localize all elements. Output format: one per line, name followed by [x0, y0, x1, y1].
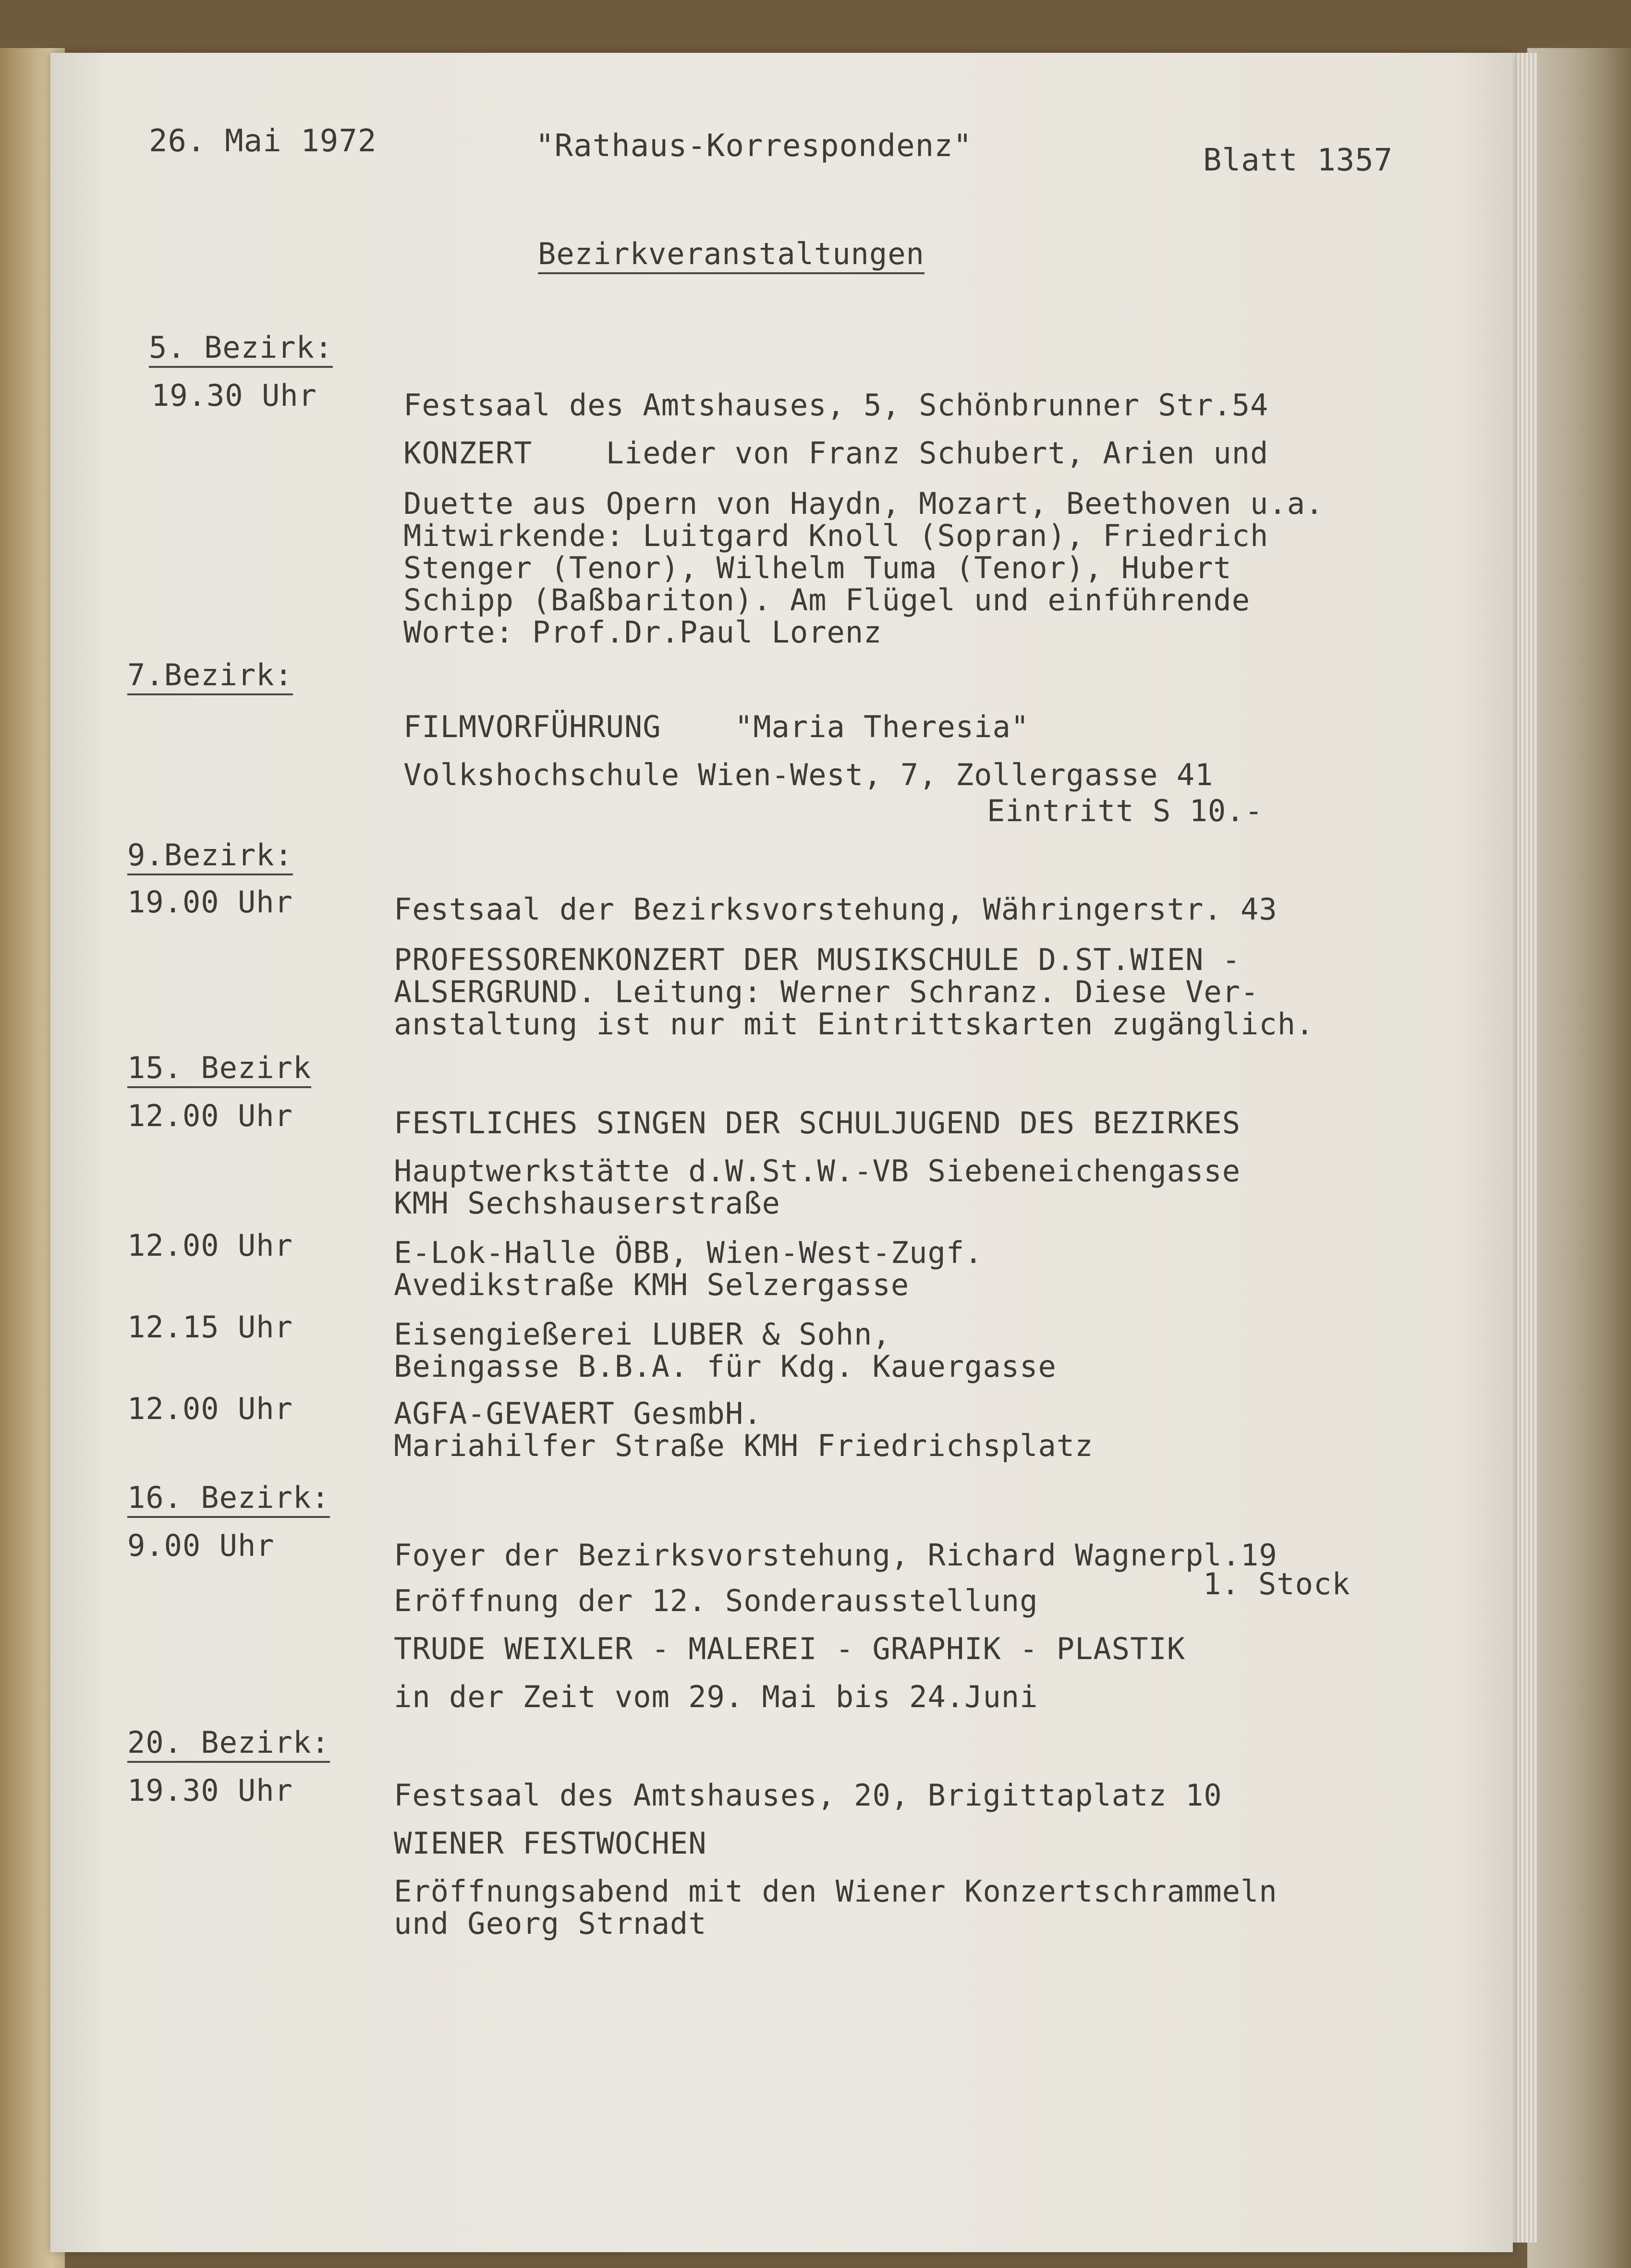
district-7-line: Volkshochschule Wien-West, 7, Zollergasse 41 [403, 757, 1214, 792]
district-15-line: Beingasse B.B.A. für Kdg. Kauergasse [394, 1349, 1057, 1384]
district-9-line: PROFESSORENKONZERT DER MUSIKSCHULE D.ST.WIEN - [394, 942, 1241, 977]
district-5-line: KONZERT Lieder von Franz Schubert, Arien und [403, 436, 1269, 471]
district-15-line: Mariahilfer Straße KMH Friedrichsplatz [394, 1428, 1094, 1463]
header-sheet-number: Blatt 1357 [1203, 143, 1393, 178]
district-20-heading: 20. Bezirk: [127, 1726, 330, 1763]
page-title: Bezirkveranstaltungen [538, 238, 925, 274]
book-edge-right [1527, 48, 1631, 2268]
district-15-time: 12.00 Uhr [127, 1098, 293, 1133]
district-5-line: Mitwirkende: Luitgard Knoll (Sopran), Friedrich [403, 518, 1269, 553]
district-16-line: TRUDE WEIXLER - MALEREI - GRAPHIK - PLASTIK [394, 1631, 1186, 1666]
district-20-line: Eröffnungsabend mit den Wiener Konzertschrammeln [394, 1874, 1278, 1909]
district-16-line: Eröffnung der 12. Sonderausstellung [394, 1583, 1038, 1618]
header-date: 26. Mai 1972 [149, 123, 377, 159]
district-5-heading: 5. Bezirk: [149, 331, 333, 368]
district-16-line: in der Zeit vom 29. Mai bis 24.Juni [394, 1679, 1038, 1714]
district-20-line: WIENER FESTWOCHEN [394, 1826, 707, 1861]
district-5-line: Duette aus Opern von Haydn, Mozart, Beethoven u.a. [403, 486, 1324, 521]
district-5-line: Worte: Prof.Dr.Paul Lorenz [403, 615, 882, 650]
district-15-line: Avedikstraße KMH Selzergasse [394, 1267, 910, 1302]
district-20-line: Festsaal des Amtshauses, 20, Brigittaplatz 10 [394, 1778, 1222, 1813]
header-publication: "Rathaus-Korrespondenz" [536, 128, 973, 164]
district-15-time: 12.00 Uhr [127, 1228, 293, 1263]
district-15-time: 12.00 Uhr [127, 1391, 293, 1426]
district-15-line: Eisengießerei LUBER & Sohn, [394, 1317, 891, 1352]
district-16-heading: 16. Bezirk: [127, 1481, 330, 1518]
district-15-time: 12.15 Uhr [127, 1310, 293, 1345]
district-15-line: KMH Sechshauserstraße [394, 1186, 780, 1221]
typewritten-sheet [50, 53, 1513, 2252]
district-15-line: Hauptwerkstätte d.W.St.W.-VB Siebeneichengasse [394, 1153, 1241, 1189]
district-16-time: 9.00 Uhr [127, 1528, 275, 1563]
district-7-admission: Eintritt S 10.- [987, 793, 1263, 828]
district-16-line: Foyer der Bezirksvorstehung, Richard Wagnerpl.19 [394, 1538, 1278, 1573]
district-9-line: ALSERGRUND. Leitung: Werner Schranz. Diese Ver- [394, 974, 1259, 1009]
district-9-time: 19.00 Uhr [127, 885, 293, 920]
district-20-time: 19.30 Uhr [127, 1773, 293, 1808]
district-15-heading: 15. Bezirk [127, 1052, 311, 1088]
district-5-line: Stenger (Tenor), Wilhelm Tuma (Tenor), Hubert [403, 550, 1232, 585]
district-15-line: AGFA-GEVAERT GesmbH. [394, 1396, 762, 1431]
district-15-line: FESTLICHES SINGEN DER SCHULJUGEND DES BEZIRKES [394, 1105, 1241, 1140]
district-16-floor: 1. Stock [1203, 1566, 1351, 1601]
district-9-line: Festsaal der Bezirksvorstehung, Währingerstr. 43 [394, 892, 1278, 927]
district-5-line: Festsaal des Amtshauses, 5, Schönbrunner Str.54 [403, 388, 1269, 423]
district-9-heading: 9.Bezirk: [127, 839, 293, 875]
district-20-line: und Georg Strnadt [394, 1906, 707, 1941]
district-5-time: 19.30 Uhr [151, 378, 317, 413]
district-5-line: Schipp (Baßbariton). Am Flügel und einführende [403, 582, 1251, 618]
district-7-line: FILMVORFÜHRUNG "Maria Theresia" [403, 709, 1030, 744]
district-7-heading: 7.Bezirk: [127, 659, 293, 695]
district-9-line: anstaltung ist nur mit Eintrittskarten zugänglich. [394, 1007, 1315, 1042]
district-15-line: E-Lok-Halle ÖBB, Wien-West-Zugf. [394, 1235, 983, 1270]
